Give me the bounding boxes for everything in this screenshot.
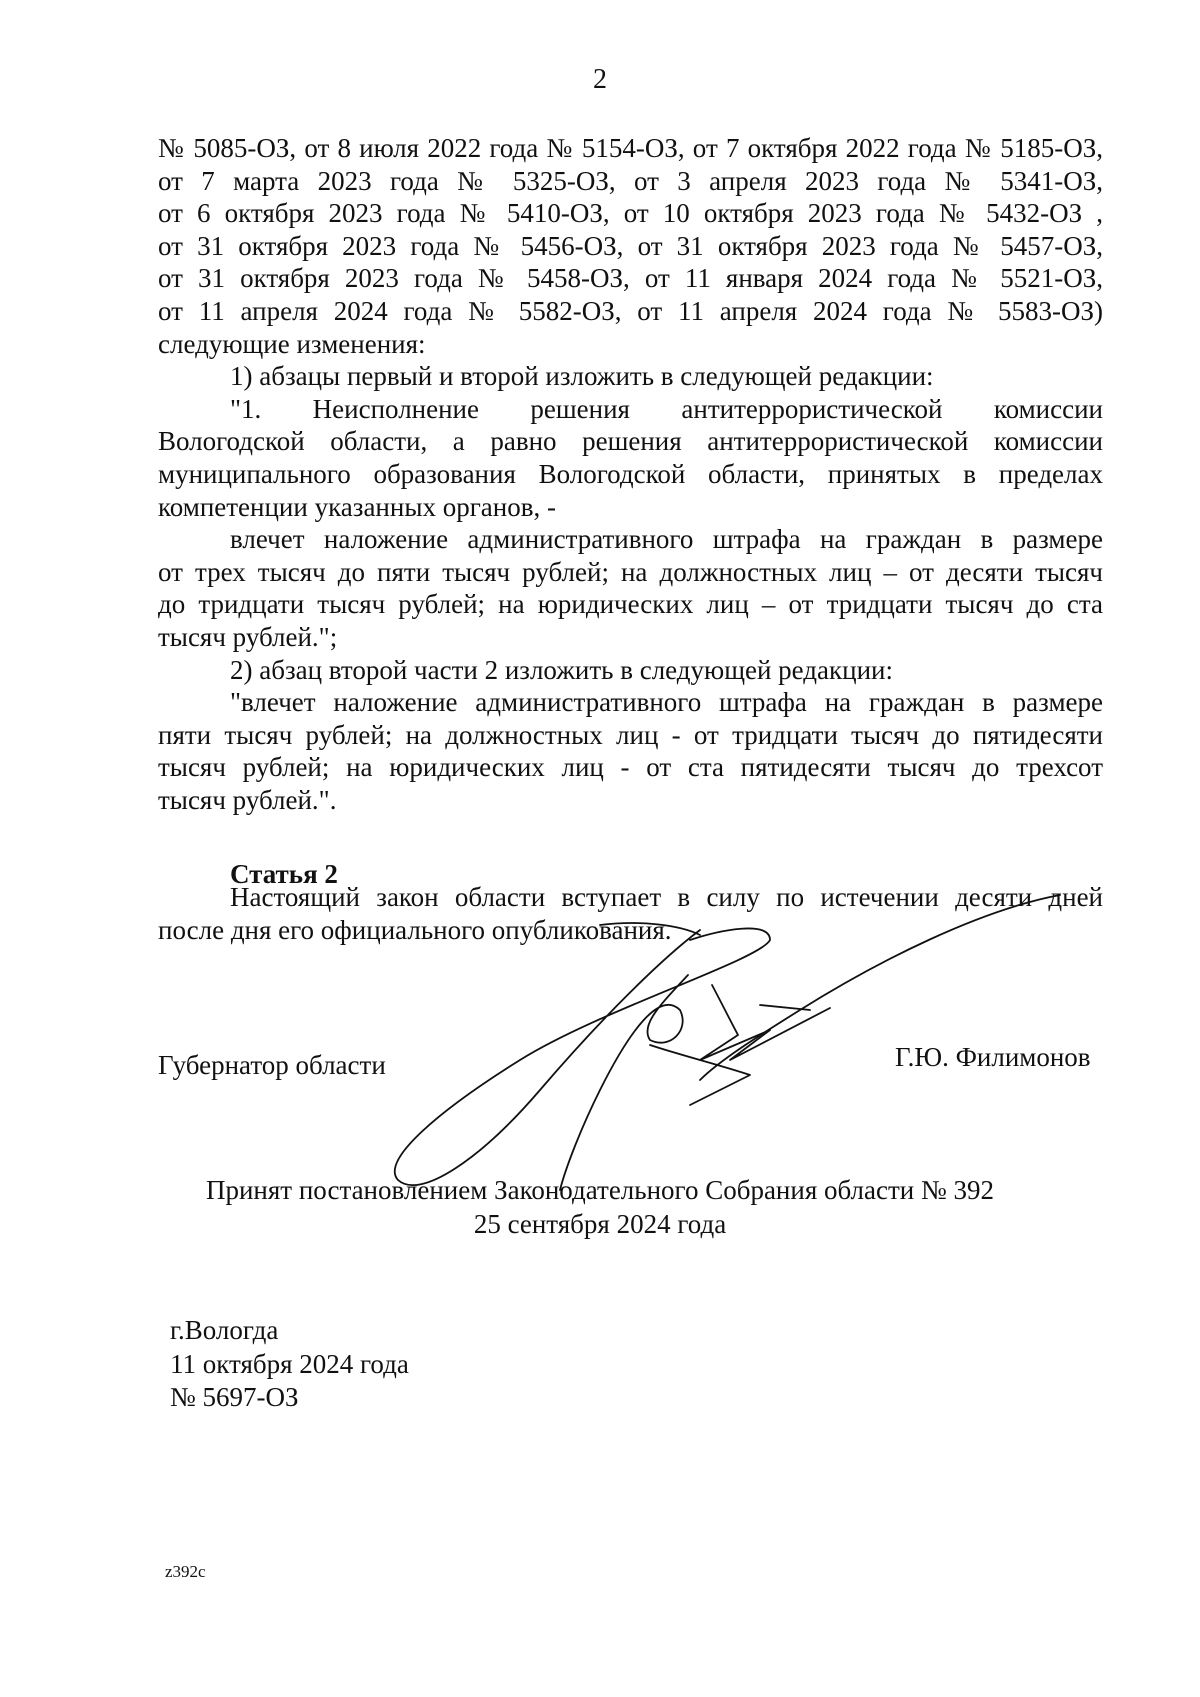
text-line: № 5085-ОЗ, от 8 июля 2022 года № 5154-ОЗ, от 7 октября 2022 года № 5185-ОЗ, bbox=[158, 133, 1103, 163]
text-line: от 7 марта 2023 года № 5325-ОЗ, от 3 апреля 2023 года № 5341-ОЗ, bbox=[158, 165, 1103, 196]
adoption-line: Принят постановлением Законодательного Собрания области № 392 bbox=[205, 1175, 995, 1205]
text-line: 1) абзацы первый и второй изложить в следующей редакции: bbox=[230, 361, 934, 392]
text-line: "1. Неисполнение решения антитеррористической комиссии bbox=[230, 393, 1103, 424]
page-number: 2 bbox=[593, 64, 607, 95]
signing-date: 11 октября 2024 года bbox=[170, 1349, 409, 1379]
text-line: Вологодской области, а равно решения антитеррористической комиссии bbox=[158, 426, 1103, 457]
text-line: от 31 октября 2023 года № 5458-ОЗ, от 11 января 2024 года № 5521-ОЗ, bbox=[158, 263, 1103, 294]
text-line: Настоящий закон области вступает в силу по истечении десяти дней bbox=[230, 882, 1103, 912]
text-line: от 6 октября 2023 года № 5410-ОЗ, от 10 октября 2023 года № 5432-ОЗ , bbox=[158, 198, 1103, 229]
signatory-position: Губернатор области bbox=[158, 1050, 386, 1080]
article-heading: Статья 2 bbox=[230, 859, 338, 889]
doc-code: z392c bbox=[165, 1562, 206, 1581]
place: г.Вологда bbox=[170, 1315, 279, 1345]
text-line: влечет наложение административного штрафа на граждан в размере bbox=[230, 524, 1103, 555]
text-line: от 11 апреля 2024 года № 5582-ОЗ, от 11 апреля 2024 года № 5583-ОЗ) bbox=[158, 295, 1103, 326]
text-line: тысяч рублей."; bbox=[158, 621, 338, 652]
text-line: тысяч рублей.". bbox=[158, 784, 337, 815]
text-line: "влечет наложение административного штрафа на граждан в размере bbox=[230, 687, 1103, 718]
law-number: № 5697-ОЗ bbox=[170, 1382, 299, 1412]
adoption-date: 25 сентября 2024 года bbox=[473, 1209, 727, 1239]
text-line: 2) абзац второй части 2 изложить в следующей редакции: bbox=[230, 654, 893, 685]
signatory-name: Г.Ю. Филимонов bbox=[895, 1042, 1091, 1072]
text-line: компетенции указанных органов, - bbox=[158, 491, 556, 522]
text-line: после дня его официального опубликования. bbox=[158, 914, 672, 945]
text-line: от трех тысяч до пяти тысяч рублей; на должностных лиц – от десяти тысяч bbox=[158, 556, 1103, 587]
text-line: от 31 октября 2023 года № 5456-ОЗ, от 31 октября 2023 года № 5457-ОЗ, bbox=[158, 230, 1103, 261]
article-body bbox=[158, 881, 1103, 946]
text-line: пяти тысяч рублей; на должностных лиц - от тридцати тысяч до пятидесяти bbox=[158, 719, 1103, 750]
text-line: муниципального образования Вологодской области, принятых в пределах bbox=[158, 458, 1103, 489]
text-line: следующие изменения: bbox=[158, 328, 426, 359]
text-line: до тридцати тысяч рублей; на юридических лиц – от тридцати тысяч до ста bbox=[158, 589, 1103, 620]
amendment-text bbox=[158, 132, 1103, 816]
text-line: тысяч рублей; на юридических лиц - от ста пятидесяти тысяч до трехсот bbox=[158, 752, 1103, 783]
